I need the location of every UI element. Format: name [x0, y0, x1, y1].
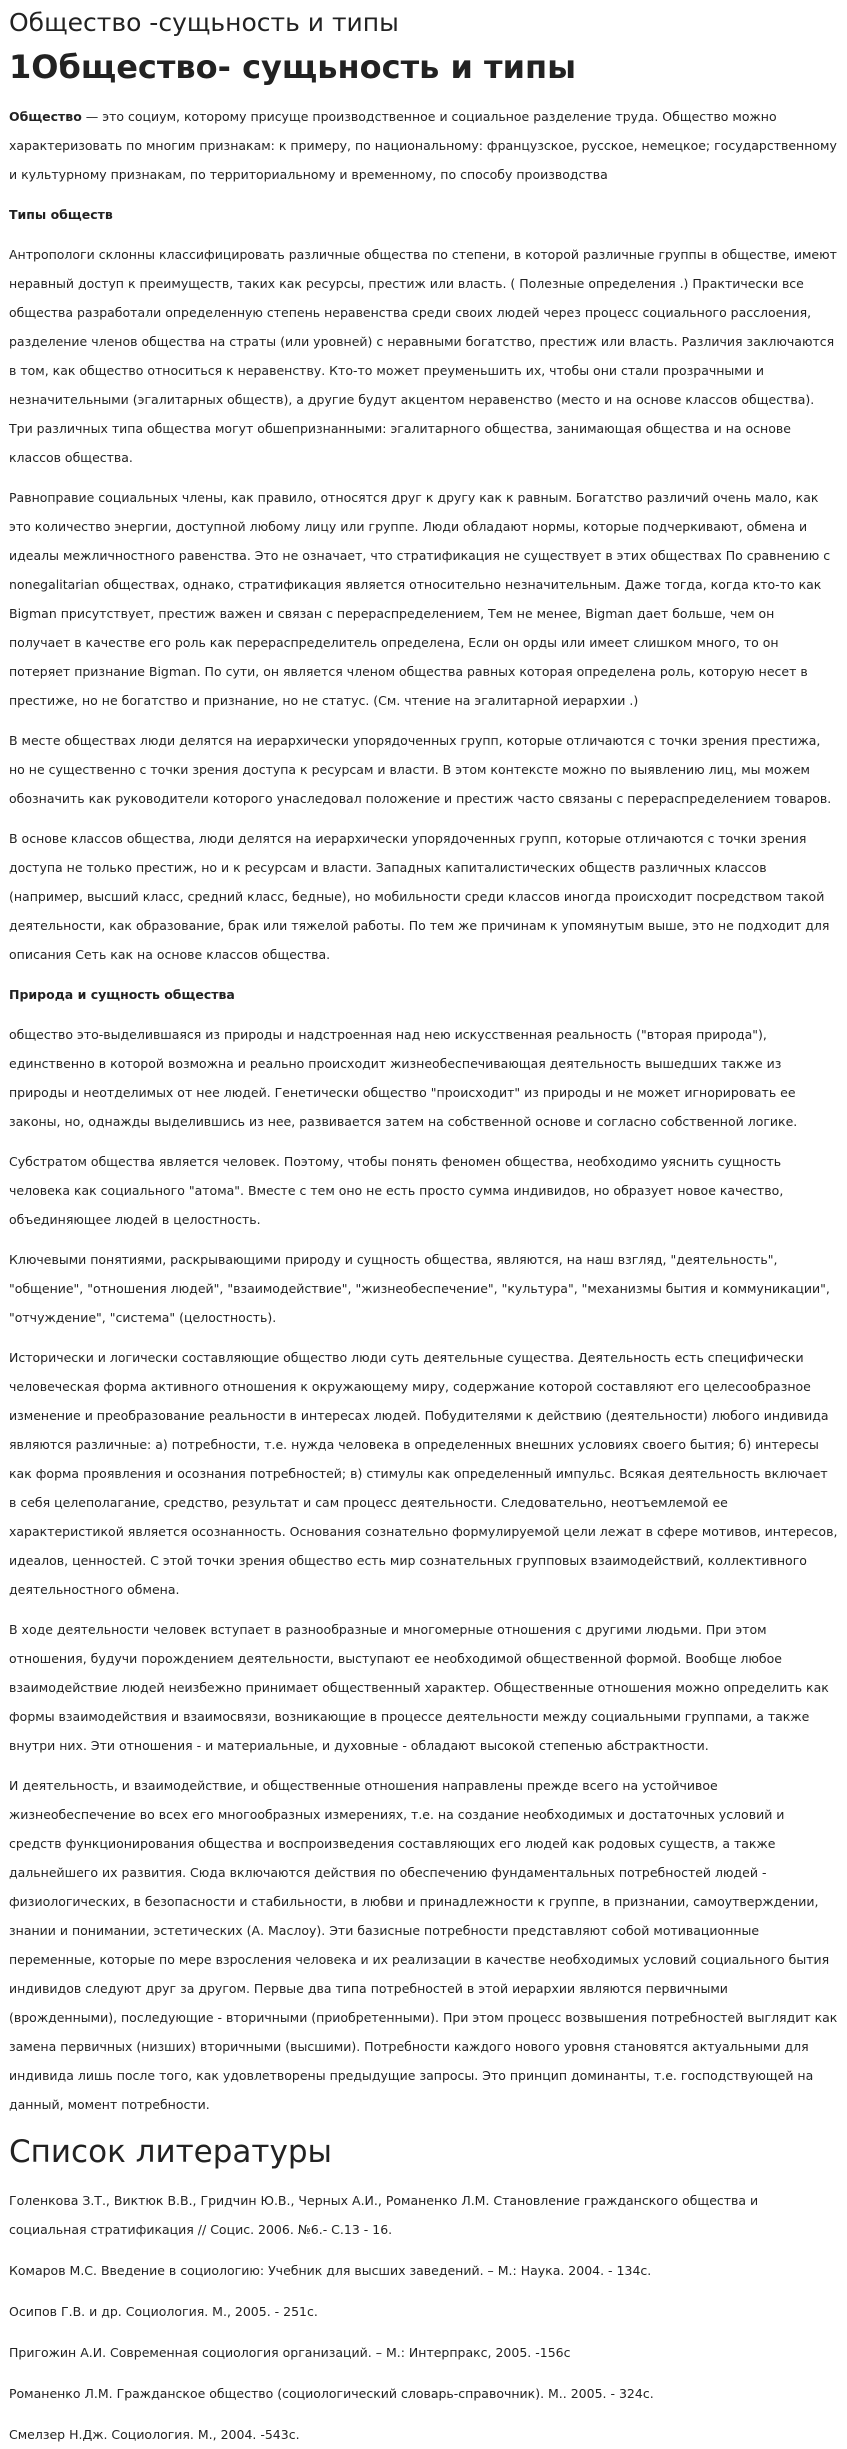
types-paragraph: Равноправие социальных члены, как правило, относятся друг к другу как к равным. Богатство различий очень мало, как это количество энергии, доступной любому лицу или группе. Люди обладают нормы, которые подчеркивают, обмена и идеалы межличностного равенства. Это не означает, что стратификация не существует в этих обществах По сравнению с nonegalitarian обществах, однако, стратификация является относительно незначительным. Даже тогда, когда кто-то как Bigman присутствует, престиж важен и связан с перераспределением, Тем не менее, Bigman дает больше, чем он получает в качестве его роль как перераспределитель определена, Если он орды или имеет слишком много, то он потеряет признание Bigman. По сути, он является членом общества равных которая определена роль, которую несет в престиже, но не богатство и признание, но не статус. (См. чтение на эгалитарной иерархии .)	[9, 490, 831, 708]
intro-term: Общество	[9, 109, 82, 124]
reference-item: Романенко Л.М. Гражданское общество (социологический словарь-справочник). М.. 2005. - 324с.	[9, 2386, 654, 2401]
section-heading-types: Типы обществ	[9, 207, 113, 222]
reference-item: Пригожин А.И. Современная социология организаций. – М.: Интерпракс, 2005. -156с	[9, 2345, 571, 2360]
intro-text: — это социум, которому присуще производственное и социальное разделение труда. Общество можно характеризовать по многим признакам: к примеру, по национальному: французское, русское, немецкое; государственному и культурному признакам, по территориальному и временному, по способу производства	[9, 109, 837, 182]
nature-paragraph: В ходе деятельности человек вступает в разнообразные и многомерные отношения с другими людьми. При этом отношения, будучи порождением деятельности, выступают ее необходимой общественной формой. Вообще любое взаимодействие людей неизбежно принимает общественный характер. Общественные отношения можно определить как формы взаимодействия и взаимосвязи, возникающие в процессе деятельности между социальными группами, а также внутри них. Эти отношения - и материальные, и духовные - обладают высокой степенью абстрактности.	[9, 1622, 829, 1753]
literature-heading: Список литературы	[9, 2134, 332, 2170]
nature-paragraph: И деятельность, и взаимодействие, и общественные отношения направлены прежде всего на устойчивое жизнеобеспечение во всех его многообразных измерениях, т.е. на создание необходимых и достаточных условий и средств функционирования общества и воспроизведения составляющих его людей как родовых существ, а также дальнейшего их развития. Сюда включаются действия по обеспечению фундаментальных потребностей людей - физиологических, в безопасности и стабильности, в любви и принадлежности к группе, в признании, самоутверждении, знании и понимании, эстетических (А. Маслоу). Эти базисные потребности представляют собой мотивационные переменные, которые по мере взросления человека и их реализации в качестве необходимых условий социального бытия индивидов следуют друг за другом. Первые два типа потребностей в этой иерархии являются первичными (врожденными), последующие - вторичными (приобретенными). При этом процесс возвышения потребностей выглядит как замена первичных (низших) вторичными (высшими). Потребности каждого нового уровня становятся актуальными для индивида лишь после того, как удовлетворены предыдущие запросы. Это принцип доминанты, т.е. господствующей на данный, момент потребности.	[9, 1778, 838, 2112]
reference-list	[9, 2186, 838, 2449]
section-heading-nature: Природа и сущность общества	[9, 987, 235, 1002]
main-heading: 1Общество- сущьность и типы	[9, 48, 577, 86]
nature-paragraph: Исторически и логически составляющие общество люди суть деятельные существа. Деятельность есть специфически человеческая форма активного отношения к окружающему миру, содержание которой составляют его целесообразное изменение и преобразование реальности в интересах людей. Побудителями к действию (деятельности) любого индивида являются различные: а) потребности, т.е. нужда человека в определенных внешних условиях своего бытия; б) интересы как форма проявления и осознания потребностей; в) стимулы как определенный импульс. Всякая деятельность включает в себя целеполагание, средство, результат и сам процесс деятельности. Следовательно, неотъемлемой ее характеристикой является осознанность. Основания сознательно формулируемой цели лежат в сфере мотивов, интересов, идеалов, ценностей. С этой точки зрения общество есть мир сознательных групповых взаимодействий, коллективного деятельностного обмена.	[9, 1350, 838, 1597]
reference-item: Смелзер Н.Дж. Социология. М., 2004. -543с.	[9, 2427, 300, 2442]
types-paragraph: В месте обществах люди делятся на иерархически упорядоченных групп, которые отличаются с точки зрения престижа, но не существенно с точки зрения доступа к ресурсам и власти. В этом контексте можно по выявлению лиц, мы можем обозначить как руководители которого унаследовал положение и престиж часто связаны с перераспределением товаров.	[9, 733, 832, 806]
intro-paragraph	[9, 102, 838, 189]
nature-paragraph: общество это-выделившаяся из природы и надстроенная над нею искусственная реальность ("вторая природа"), единственно в которой возможна и реально происходит жизнеобеспечивающая деятельность вышедших также из природы и неотделимых от нее людей. Генетически общество "происходит" из природы и не может игнорировать ее законы, но, однажды выделившись из нее, развивается затем на собственной основе и согласно собственной логике.	[9, 1027, 798, 1129]
types-paragraph: Антропологи склонны классифицировать различные общества по степени, в которой различные группы в обществе, имеют неравный доступ к преимуществ, таких как ресурсы, престиж или власть. ( Полезные определения .) Практически все общества разработали определенную степень неравенства среди своих людей через процесс социального расслоения, разделение членов общества на страты (или уровней) с неравными богатство, престиж или власть. Различия заключаются в том, как общество относиться к неравенству. Кто-то может преуменьшить их, чтобы они стали прозрачными и незначительными (эгалитарных обществ), а другие будут акцентом неравенство (место и на основе классов общества). Три различных типа общества могут обшепризнанными: эгалитарного общества, занимающая общества и на основе классов общества.	[9, 247, 837, 465]
types-paragraph: В основе классов общества, люди делятся на иерархически упорядоченных групп, которые отличаются с точки зрения доступа не только престиж, но и к ресурсам и власти. Западных капиталистических обществ различных классов (например, высший класс, средний класс, бедные), но мобильности среди классов иногда происходит посредством такой деятельности, как образование, брак или тяжелой работы. По тем же причинам к упомянутым выше, это не подходит для описания Сеть как на основе классов общества.	[9, 831, 830, 962]
nature-paragraph: Субстратом общества является человек. Поэтому, чтобы понять феномен общества, необходимо уяснить сущность человека как социального "атома". Вместе с тем оно не есть просто сумма индивидов, но образует новое качество, объединяющее людей в целостность.	[9, 1154, 784, 1227]
reference-item: Голенкова З.Т., Виктюк В.В., Гридчин Ю.В., Черных А.И., Романенко Л.М. Становление гражданского общества и социальная стратификация // Социс. 2006. №6.- С.13 - 16.	[9, 2193, 759, 2237]
nature-paragraph: Ключевыми понятиями, раскрывающими природу и сущность общества, являются, на наш взгляд, "деятельность", "общение", "отношения людей", "взаимодействие", "жизнеобеспечение", "культура", "механизмы бытия и коммуникации", "отчуждение", "система" (целостность).	[9, 1252, 830, 1325]
document-title: Общество -сущьность и типы	[9, 8, 399, 37]
reference-item: Комаров М.С. Введение в социологию: Учебник для высших заведений. – М.: Наука. 2004. - 134с.	[9, 2263, 652, 2278]
reference-item: Осипов Г.В. и др. Социология. М., 2005. - 251с.	[9, 2304, 318, 2319]
